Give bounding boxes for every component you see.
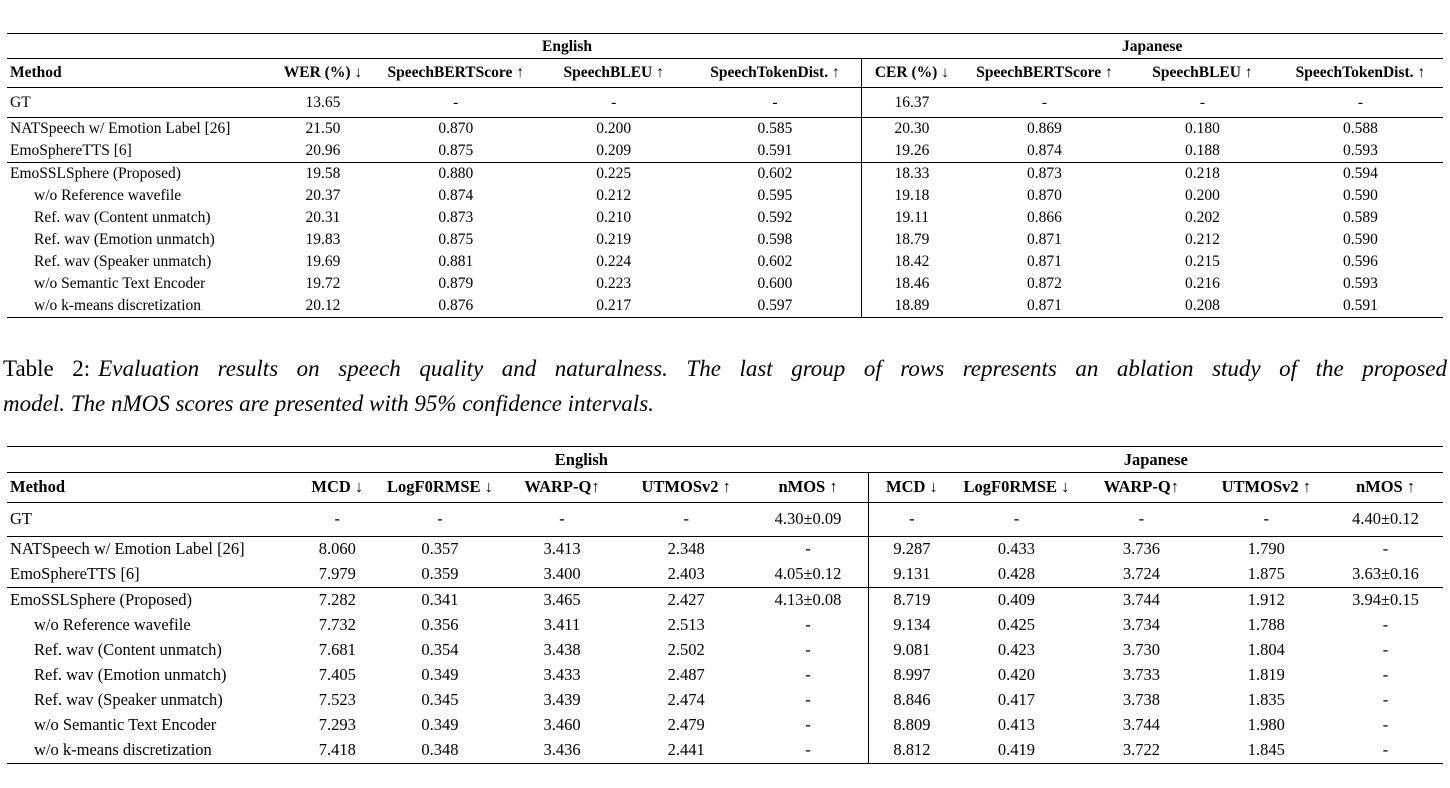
value-cell: 0.594 bbox=[1342, 165, 1378, 183]
value-cell: 3.438 bbox=[543, 639, 581, 659]
value-cell: - bbox=[805, 538, 811, 558]
value-cell: 0.602 bbox=[757, 253, 793, 271]
method-cell: GT bbox=[10, 93, 31, 111]
value-cell: - bbox=[1382, 714, 1389, 734]
column-header: nMOS ↑ bbox=[1328, 473, 1443, 503]
table-row bbox=[7, 587, 1443, 613]
value-cell: 0.218 bbox=[1184, 165, 1220, 183]
value-cell: 7.418 bbox=[318, 739, 356, 759]
method-cell: w/o Semantic Text Encoder bbox=[34, 275, 206, 293]
value-cell: - bbox=[1199, 93, 1205, 111]
method-cell: Ref. wav (Speaker unmatch) bbox=[34, 689, 223, 709]
value-cell: 0.200 bbox=[596, 120, 632, 138]
value-cell: 2.513 bbox=[667, 614, 705, 634]
intelligibility-results-table bbox=[7, 33, 1443, 318]
column-header: WARP-Q↑ bbox=[1078, 473, 1204, 503]
table-2-caption bbox=[3, 351, 1447, 421]
value-cell: 0.217 bbox=[596, 297, 632, 315]
value-cell: 1.788 bbox=[1247, 614, 1285, 634]
value-cell: 18.42 bbox=[861, 251, 962, 273]
value-cell: 3.724 bbox=[1122, 563, 1160, 583]
value-cell: 0.871 bbox=[1027, 297, 1062, 315]
value-cell: - bbox=[453, 93, 459, 111]
value-cell: 1.804 bbox=[1247, 639, 1285, 659]
value-cell: 3.436 bbox=[543, 739, 581, 759]
value-cell: 0.215 bbox=[1184, 253, 1220, 271]
value-cell: - bbox=[1013, 509, 1020, 529]
value-cell: 0.223 bbox=[596, 275, 632, 293]
value-cell: 2.502 bbox=[667, 639, 705, 659]
value-cell: 7.681 bbox=[318, 639, 356, 659]
value-cell: 3.413 bbox=[543, 538, 581, 558]
value-cell: - bbox=[559, 509, 565, 529]
value-cell: 7.979 bbox=[318, 563, 356, 583]
value-cell: 3.730 bbox=[1122, 639, 1160, 659]
value-cell: 7.732 bbox=[318, 614, 356, 634]
caption-line-1 bbox=[3, 351, 1447, 386]
table-head bbox=[7, 34, 1443, 88]
value-cell: 8.060 bbox=[318, 538, 356, 558]
row-group bbox=[7, 118, 1443, 163]
column-header: LogF0RMSE ↓ bbox=[955, 473, 1078, 503]
value-cell: 0.591 bbox=[757, 142, 793, 160]
value-cell: 19.11 bbox=[861, 207, 962, 229]
value-cell: 9.287 bbox=[869, 536, 955, 562]
value-cell: 20.31 bbox=[305, 209, 341, 227]
value-cell: 2.441 bbox=[667, 739, 705, 759]
corner-cell bbox=[7, 446, 294, 473]
value-cell: 0.879 bbox=[438, 275, 474, 293]
value-cell: 0.359 bbox=[421, 563, 459, 583]
value-cell: - bbox=[1382, 739, 1389, 759]
column-header: CER (%) ↓ bbox=[861, 59, 962, 87]
table-row bbox=[7, 251, 1443, 273]
value-cell: - bbox=[805, 614, 811, 634]
value-cell: 0.428 bbox=[997, 563, 1036, 583]
value-cell: 0.209 bbox=[596, 142, 632, 160]
method-cell: w/o k-means discretization bbox=[34, 297, 202, 315]
method-cell: NATSpeech w/ Emotion Label [26] bbox=[10, 538, 245, 558]
column-header: UTMOSv2 ↑ bbox=[1205, 473, 1328, 503]
value-cell: 20.37 bbox=[305, 187, 341, 205]
value-cell: 8.846 bbox=[869, 688, 955, 713]
caption-text: Evaluation results on speech quality and naturalness. The last group of rows represents an ablation study of the proposed bbox=[98, 355, 1447, 381]
value-cell: 1.980 bbox=[1247, 714, 1285, 734]
value-cell: 21.50 bbox=[305, 120, 341, 138]
quality-table-container bbox=[7, 421, 1443, 764]
value-cell: 20.12 bbox=[305, 297, 341, 315]
value-cell: 3.736 bbox=[1122, 538, 1160, 558]
value-cell: 3.439 bbox=[543, 689, 581, 709]
value-cell: - bbox=[1263, 509, 1270, 529]
value-cell: 0.212 bbox=[1184, 231, 1220, 249]
intelligibility-table-container bbox=[7, 0, 1443, 318]
value-cell: 0.409 bbox=[997, 589, 1036, 609]
value-cell: 0.876 bbox=[438, 297, 474, 315]
column-header: SpeechBERTScore ↑ bbox=[962, 59, 1127, 87]
value-cell: 0.356 bbox=[421, 614, 459, 634]
value-cell: 0.596 bbox=[1342, 253, 1378, 271]
method-cell: Ref. wav (Emotion unmatch) bbox=[34, 231, 215, 249]
value-cell: 18.46 bbox=[861, 273, 962, 295]
value-cell: - bbox=[1382, 664, 1389, 684]
column-header: Method bbox=[7, 473, 294, 503]
column-header: WER (%) ↓ bbox=[273, 59, 374, 87]
value-cell: 18.33 bbox=[861, 163, 962, 185]
value-cell: 19.83 bbox=[305, 231, 341, 249]
row-group bbox=[7, 536, 1443, 587]
language-group-header-row bbox=[7, 446, 1443, 473]
value-cell: 0.413 bbox=[997, 714, 1036, 734]
value-cell: 0.588 bbox=[1342, 120, 1378, 138]
value-cell: 0.871 bbox=[1027, 253, 1062, 271]
value-cell: 4.30±0.09 bbox=[774, 509, 842, 529]
table-row bbox=[7, 295, 1443, 317]
value-cell: 1.912 bbox=[1247, 589, 1285, 609]
value-cell: 2.487 bbox=[667, 664, 705, 684]
value-cell: 0.433 bbox=[997, 538, 1036, 558]
method-cell: w/o Reference wavefile bbox=[34, 187, 182, 205]
method-cell: w/o Reference wavefile bbox=[34, 614, 191, 634]
value-cell: 3.738 bbox=[1122, 689, 1160, 709]
value-cell: 3.744 bbox=[1122, 589, 1160, 609]
value-cell: 0.202 bbox=[1184, 209, 1220, 227]
value-cell: 3.411 bbox=[543, 614, 581, 634]
value-cell: 0.590 bbox=[1342, 187, 1378, 205]
value-cell: 0.225 bbox=[596, 165, 632, 183]
column-header: SpeechTokenDist. ↑ bbox=[1278, 59, 1443, 87]
table-row bbox=[7, 229, 1443, 251]
value-cell: 3.744 bbox=[1122, 714, 1160, 734]
method-cell: Ref. wav (Content unmatch) bbox=[34, 209, 211, 227]
value-cell: 4.13±0.08 bbox=[774, 589, 842, 609]
column-header: SpeechTokenDist. ↑ bbox=[689, 59, 861, 87]
value-cell: 1.835 bbox=[1247, 689, 1285, 709]
method-cell: EmoSphereTTS [6] bbox=[10, 142, 132, 160]
value-cell: 8.809 bbox=[869, 713, 955, 738]
corner-cell bbox=[7, 34, 273, 59]
method-cell: EmoSphereTTS [6] bbox=[10, 563, 140, 583]
value-cell: - bbox=[1382, 614, 1389, 634]
column-header: nMOS ↑ bbox=[748, 473, 869, 503]
value-cell: 9.081 bbox=[869, 638, 955, 663]
value-cell: 0.210 bbox=[596, 209, 632, 227]
value-cell: 0.345 bbox=[421, 689, 459, 709]
method-cell: w/o Semantic Text Encoder bbox=[34, 714, 217, 734]
table-row bbox=[7, 738, 1443, 764]
value-cell: 8.812 bbox=[869, 738, 955, 764]
value-cell: 0.874 bbox=[438, 187, 474, 205]
value-cell: 0.591 bbox=[1342, 297, 1378, 315]
value-cell: 19.18 bbox=[861, 185, 962, 207]
value-cell: 3.733 bbox=[1122, 664, 1160, 684]
value-cell: - bbox=[1357, 93, 1363, 111]
column-header: UTMOSv2 ↑ bbox=[624, 473, 747, 503]
value-cell: 0.349 bbox=[421, 714, 459, 734]
value-cell: 0.420 bbox=[997, 664, 1036, 684]
value-cell: 3.460 bbox=[543, 714, 581, 734]
value-cell: 7.405 bbox=[318, 664, 356, 684]
value-cell: - bbox=[869, 503, 955, 537]
value-cell: 7.523 bbox=[318, 689, 356, 709]
value-cell: 2.427 bbox=[667, 589, 705, 609]
method-cell: Ref. wav (Emotion unmatch) bbox=[34, 664, 227, 684]
value-cell: 4.40±0.12 bbox=[1352, 509, 1419, 529]
value-cell: 9.134 bbox=[869, 613, 955, 638]
value-cell: 0.870 bbox=[1027, 187, 1062, 205]
value-cell: 0.598 bbox=[757, 231, 793, 249]
column-header-row bbox=[7, 59, 1443, 87]
group-header-japanese: Japanese bbox=[861, 34, 1443, 59]
value-cell: 0.589 bbox=[1342, 209, 1378, 227]
value-cell: 19.26 bbox=[861, 140, 962, 162]
value-cell: - bbox=[1382, 538, 1389, 558]
value-cell: - bbox=[1138, 509, 1145, 529]
value-cell: 3.734 bbox=[1122, 614, 1160, 634]
table-row bbox=[7, 536, 1443, 562]
column-header: MCD ↓ bbox=[294, 473, 380, 503]
value-cell: 9.131 bbox=[869, 562, 955, 588]
value-cell: 2.348 bbox=[667, 538, 705, 558]
value-cell: 0.593 bbox=[1342, 275, 1378, 293]
column-header: SpeechBLEU ↑ bbox=[538, 59, 689, 87]
value-cell: 0.212 bbox=[596, 187, 632, 205]
value-cell: - bbox=[805, 689, 811, 709]
table-row bbox=[7, 87, 1443, 117]
value-cell: 3.400 bbox=[543, 563, 581, 583]
value-cell: 0.875 bbox=[438, 142, 474, 160]
quality-naturalness-results-table bbox=[7, 446, 1443, 764]
value-cell: 0.423 bbox=[997, 639, 1036, 659]
column-header: WARP-Q↑ bbox=[500, 473, 625, 503]
value-cell: 3.722 bbox=[1122, 739, 1160, 759]
table-row bbox=[7, 663, 1443, 688]
value-cell: 1.790 bbox=[1247, 538, 1285, 558]
value-cell: - bbox=[1382, 639, 1389, 659]
value-cell: 0.873 bbox=[438, 209, 474, 227]
value-cell: 20.30 bbox=[861, 118, 962, 140]
row-group bbox=[7, 163, 1443, 318]
value-cell: 19.58 bbox=[305, 165, 341, 183]
group-header-english: English bbox=[273, 34, 862, 59]
value-cell: 0.872 bbox=[1027, 275, 1062, 293]
group-header-japanese: Japanese bbox=[869, 446, 1443, 473]
table-row bbox=[7, 207, 1443, 229]
row-group bbox=[7, 503, 1443, 537]
value-cell: 1.845 bbox=[1247, 739, 1285, 759]
value-cell: 0.188 bbox=[1184, 142, 1220, 160]
value-cell: 16.37 bbox=[861, 87, 962, 117]
value-cell: 3.94±0.15 bbox=[1352, 589, 1419, 609]
value-cell: - bbox=[683, 509, 689, 529]
caption-label: Table 2: bbox=[3, 355, 91, 381]
value-cell: - bbox=[772, 93, 778, 111]
value-cell: - bbox=[611, 93, 617, 111]
value-cell: 2.479 bbox=[667, 714, 705, 734]
table-row bbox=[7, 713, 1443, 738]
caption-line-2: model. The nMOS scores are presented with 95% confidence intervals. bbox=[3, 390, 654, 416]
value-cell: 0.224 bbox=[596, 253, 632, 271]
language-group-header-row bbox=[7, 34, 1443, 59]
table-row bbox=[7, 638, 1443, 663]
column-header: SpeechBERTScore ↑ bbox=[373, 59, 538, 87]
method-cell: NATSpeech w/ Emotion Label [26] bbox=[10, 120, 231, 138]
value-cell: - bbox=[805, 714, 811, 734]
value-cell: 7.282 bbox=[318, 589, 356, 609]
method-cell: Ref. wav (Content unmatch) bbox=[34, 639, 222, 659]
column-header-row bbox=[7, 473, 1443, 503]
value-cell: 8.997 bbox=[869, 663, 955, 688]
method-cell: Ref. wav (Speaker unmatch) bbox=[34, 253, 212, 271]
value-cell: 20.96 bbox=[305, 142, 341, 160]
value-cell: - bbox=[1382, 689, 1389, 709]
method-cell: EmoSSLSphere (Proposed) bbox=[10, 589, 192, 609]
table-row bbox=[7, 562, 1443, 588]
value-cell: 0.875 bbox=[438, 231, 474, 249]
value-cell: 0.354 bbox=[421, 639, 459, 659]
value-cell: - bbox=[805, 639, 811, 659]
method-cell: EmoSSLSphere (Proposed) bbox=[10, 165, 181, 183]
value-cell: 0.600 bbox=[757, 275, 793, 293]
value-cell: 0.357 bbox=[421, 538, 459, 558]
value-cell: 0.208 bbox=[1184, 297, 1220, 315]
value-cell: 8.719 bbox=[869, 587, 955, 613]
value-cell: 19.72 bbox=[305, 275, 341, 293]
value-cell: - bbox=[334, 509, 341, 529]
value-cell: 0.417 bbox=[997, 689, 1036, 709]
table-row bbox=[7, 613, 1443, 638]
value-cell: 13.65 bbox=[305, 93, 341, 111]
value-cell: 0.874 bbox=[1027, 142, 1062, 160]
value-cell: - bbox=[805, 664, 811, 684]
method-cell: w/o k-means discretization bbox=[34, 739, 212, 759]
table-row bbox=[7, 140, 1443, 162]
value-cell: 0.200 bbox=[1184, 187, 1220, 205]
value-cell: 0.348 bbox=[421, 739, 459, 759]
table-row bbox=[7, 273, 1443, 295]
value-cell: 4.05±0.12 bbox=[774, 563, 842, 583]
value-cell: 0.595 bbox=[757, 187, 793, 205]
value-cell: 0.592 bbox=[757, 209, 793, 227]
value-cell: 0.341 bbox=[421, 589, 459, 609]
value-cell: 0.349 bbox=[421, 664, 459, 684]
value-cell: 0.590 bbox=[1342, 231, 1378, 249]
value-cell: 0.585 bbox=[757, 120, 793, 138]
value-cell: 7.293 bbox=[318, 714, 356, 734]
value-cell: 18.89 bbox=[861, 295, 962, 317]
method-cell: GT bbox=[10, 509, 32, 529]
value-cell: 0.425 bbox=[997, 614, 1036, 634]
value-cell: 18.79 bbox=[861, 229, 962, 251]
value-cell: 1.819 bbox=[1247, 664, 1285, 684]
value-cell: 1.875 bbox=[1247, 563, 1285, 583]
value-cell: 0.602 bbox=[757, 165, 793, 183]
table-row bbox=[7, 118, 1443, 140]
value-cell: 0.419 bbox=[997, 739, 1036, 759]
column-header: MCD ↓ bbox=[869, 473, 955, 503]
value-cell: 0.869 bbox=[1027, 120, 1062, 138]
value-cell: 19.69 bbox=[305, 253, 341, 271]
table-row bbox=[7, 688, 1443, 713]
column-header: LogF0RMSE ↓ bbox=[380, 473, 499, 503]
value-cell: 2.474 bbox=[667, 689, 705, 709]
table-row bbox=[7, 185, 1443, 207]
row-group bbox=[7, 87, 1443, 117]
value-cell: 0.881 bbox=[438, 253, 474, 271]
column-header: SpeechBLEU ↑ bbox=[1127, 59, 1278, 87]
value-cell: 0.871 bbox=[1027, 231, 1062, 249]
value-cell: 0.180 bbox=[1184, 120, 1220, 138]
value-cell: 3.465 bbox=[543, 589, 581, 609]
value-cell: 3.433 bbox=[543, 664, 581, 684]
table-head bbox=[7, 446, 1443, 502]
value-cell: 0.593 bbox=[1342, 142, 1378, 160]
value-cell: 0.873 bbox=[1027, 165, 1062, 183]
value-cell: 0.219 bbox=[596, 231, 632, 249]
value-cell: - bbox=[805, 739, 811, 759]
value-cell: 0.597 bbox=[757, 297, 793, 315]
group-header-english: English bbox=[294, 446, 868, 473]
value-cell: 0.870 bbox=[438, 120, 474, 138]
value-cell: 2.403 bbox=[667, 563, 705, 583]
value-cell: 0.880 bbox=[438, 165, 474, 183]
value-cell: 0.216 bbox=[1184, 275, 1220, 293]
table-row bbox=[7, 503, 1443, 537]
value-cell: - bbox=[1041, 93, 1048, 111]
value-cell: 0.866 bbox=[1027, 209, 1062, 227]
value-cell: - bbox=[437, 509, 443, 529]
table-row bbox=[7, 163, 1443, 185]
value-cell: 3.63±0.16 bbox=[1352, 563, 1419, 583]
column-header: Method bbox=[7, 59, 273, 87]
row-group bbox=[7, 587, 1443, 763]
